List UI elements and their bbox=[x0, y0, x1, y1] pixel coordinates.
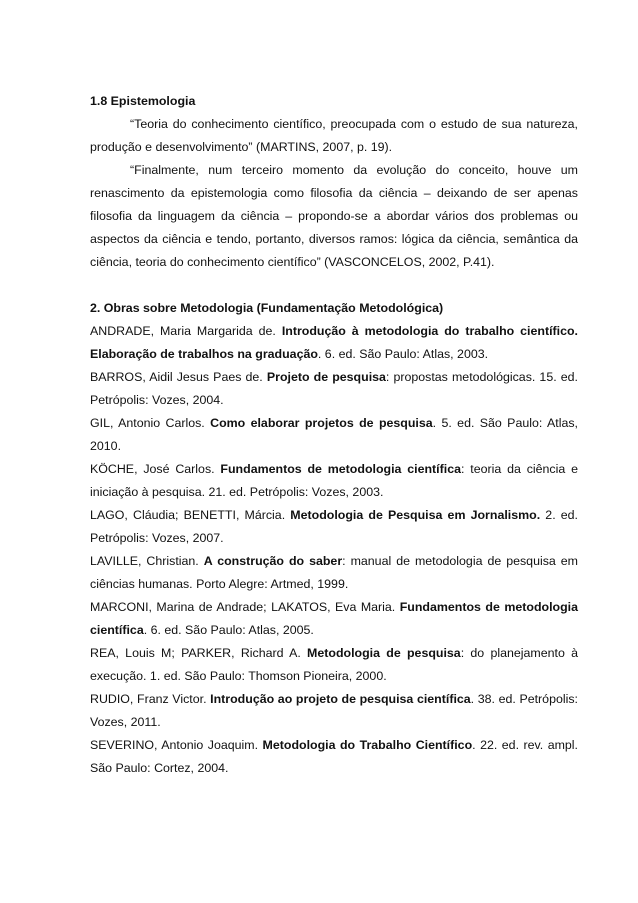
reference-author: RUDIO, Franz Victor. bbox=[90, 692, 211, 706]
reference-details: . 38. ed. Petrópolis: Vozes, 2011. bbox=[90, 692, 579, 729]
quote-paragraph: “Teoria do conhecimento científico, preocupada com o estudo de sua natureza, produção e desenvolvimento” (MARTINS, 2007, p. 19). bbox=[90, 117, 578, 154]
reference-item bbox=[90, 596, 578, 642]
reference-author: BARROS, Aidil Jesus Paes de. bbox=[90, 370, 267, 384]
spacer bbox=[90, 274, 578, 297]
section-heading-epistemologia: 1.8 Epistemologia bbox=[90, 94, 196, 108]
reference-author: KÖCHE, José Carlos. bbox=[90, 462, 221, 476]
reference-details: : do planejamento à execução. 1. ed. São Paulo: Thomson Pioneira, 2000. bbox=[90, 646, 578, 683]
reference-author: GIL, Antonio Carlos. bbox=[90, 416, 211, 430]
section-heading-obras: 2. Obras sobre Metodologia (Fundamentação Metodológica) bbox=[90, 301, 444, 315]
reference-item bbox=[90, 458, 578, 504]
reference-author: LAVILLE, Christian. bbox=[90, 554, 204, 568]
reference-details: . 5. ed. São Paulo: Atlas, 2010. bbox=[90, 416, 578, 453]
reference-title: Metodologia de pesquisa bbox=[307, 646, 461, 660]
reference-item bbox=[90, 366, 578, 412]
reference-item bbox=[90, 550, 578, 596]
reference-details: : propostas metodológicas. 15. ed. Petrópolis: Vozes, 2004. bbox=[90, 370, 578, 407]
reference-author: ANDRADE, Maria Margarida de. bbox=[90, 324, 282, 338]
page-content bbox=[90, 90, 578, 780]
reference-author: MARCONI, Marina de Andrade; LAKATOS, Eva Maria. bbox=[90, 600, 400, 614]
reference-item bbox=[90, 320, 578, 366]
reference-title: Fundamentos de metodologia científica bbox=[90, 600, 578, 637]
reference-item bbox=[90, 734, 578, 780]
reference-item bbox=[90, 504, 578, 550]
reference-title: Fundamentos de metodologia científica bbox=[220, 462, 461, 476]
reference-details: . 6. ed. São Paulo: Atlas, 2005. bbox=[143, 623, 314, 637]
reference-author: REA, Louis M; PARKER, Richard A. bbox=[90, 646, 308, 660]
reference-author: LAGO, Cláudia; BENETTI, Márcia. bbox=[90, 508, 291, 522]
quote-paragraph: “Finalmente, num terceiro momento da evolução do conceito, houve um renascimento da epistemologia como filosofia da ciência – deixando de ser apenas filosofia da linguagem da ciência – propondo-se a abordar vários dos problemas ou aspectos da ciência e tendo, portanto, diversos ramos: lógica da ciência, semântica da ciência, teoria do conhecimento científico” (VASCONCELOS, 2002, P.41). bbox=[90, 163, 578, 269]
reference-item bbox=[90, 412, 578, 458]
reference-details: : teoria da ciência e iniciação à pesquisa. 21. ed. Petrópolis: Vozes, 2003. bbox=[90, 462, 578, 499]
reference-details: : manual de metodologia de pesquisa em ciências humanas. Porto Alegre: Artmed, 1999. bbox=[90, 554, 578, 591]
reference-title: Introdução ao projeto de pesquisa científica bbox=[210, 692, 471, 706]
reference-list bbox=[90, 320, 578, 780]
reference-title: Metodologia do Trabalho Científico bbox=[262, 738, 473, 752]
reference-details: . 6. ed. São Paulo: Atlas, 2003. bbox=[317, 347, 489, 361]
reference-details: . 22. ed. rev. ampl. São Paulo: Cortez, 2004. bbox=[90, 738, 578, 775]
reference-title: Metodologia de Pesquisa em Jornalismo. bbox=[290, 508, 541, 522]
reference-title: A construção do saber bbox=[203, 554, 343, 568]
reference-title: Introdução à metodologia do trabalho científico. Elaboração de trabalhos na graduação bbox=[90, 324, 578, 361]
reference-details: 2. ed. Petrópolis: Vozes, 2007. bbox=[90, 508, 578, 545]
reference-item bbox=[90, 642, 578, 688]
reference-item bbox=[90, 688, 578, 734]
reference-title: Projeto de pesquisa bbox=[266, 370, 386, 384]
reference-author: SEVERINO, Antonio Joaquim. bbox=[90, 738, 263, 752]
reference-title: Como elaborar projetos de pesquisa bbox=[210, 416, 433, 430]
